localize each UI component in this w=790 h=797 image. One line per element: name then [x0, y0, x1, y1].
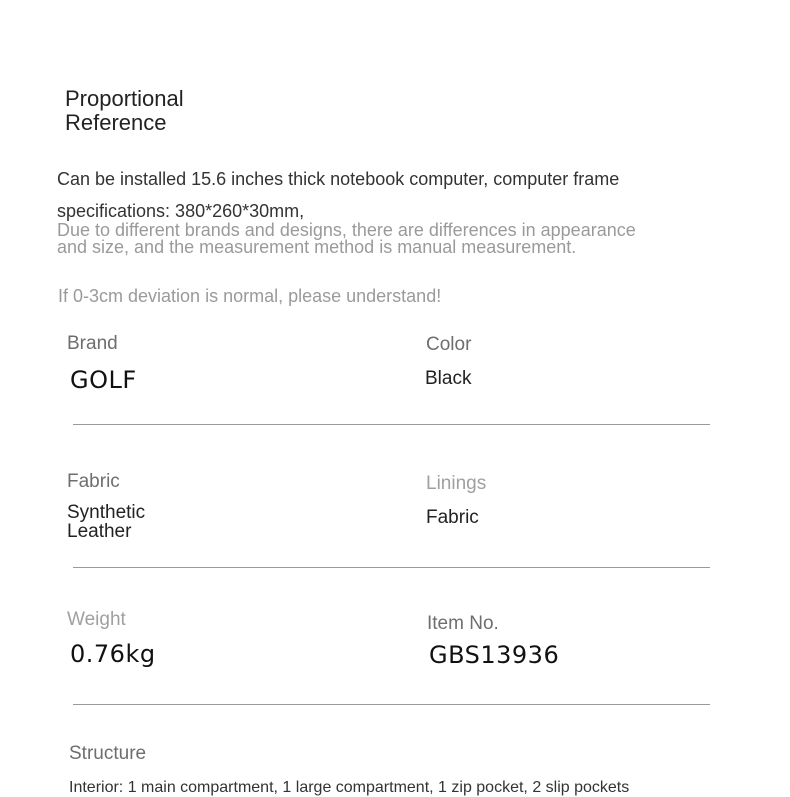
item-no-value: GBS13936 [429, 641, 560, 669]
structure-label: Structure [69, 743, 147, 764]
weight-value: 0.76kg [70, 640, 156, 668]
spec-note: Due to different brands and designs, there are differences in appearance and size, and the measurement method is manual measurement. [57, 220, 636, 257]
title-line-2: Reference [65, 110, 167, 135]
fabric-value-line-2: Leather [67, 521, 132, 542]
divider [73, 567, 710, 568]
spec-description: Can be installed 15.6 inches thick notebook computer, computer frame specifications: 380*260*30mm, [57, 169, 620, 221]
fabric-value-line-1: Synthetic [67, 502, 146, 523]
item-no-label: Item No. [427, 613, 499, 634]
divider [73, 704, 710, 705]
fabric-label: Fabric [67, 471, 120, 492]
spec-deviation: If 0-3cm deviation is normal, please understand! [58, 286, 442, 306]
brand-value: GOLF [70, 366, 137, 394]
fabric-value [67, 503, 145, 541]
linings-label: Linings [426, 473, 487, 494]
structure-value: Interior: 1 main compartment, 1 large compartment, 1 zip pocket, 2 slip pockets [69, 779, 630, 796]
brand-label: Brand [67, 333, 118, 354]
title-line-1: Proportional [65, 86, 184, 111]
linings-value: Fabric [426, 507, 479, 528]
page-title [65, 87, 245, 135]
weight-label: Weight [67, 609, 126, 630]
divider [73, 424, 710, 425]
color-label: Color [426, 334, 472, 355]
color-value: Black [425, 368, 472, 389]
